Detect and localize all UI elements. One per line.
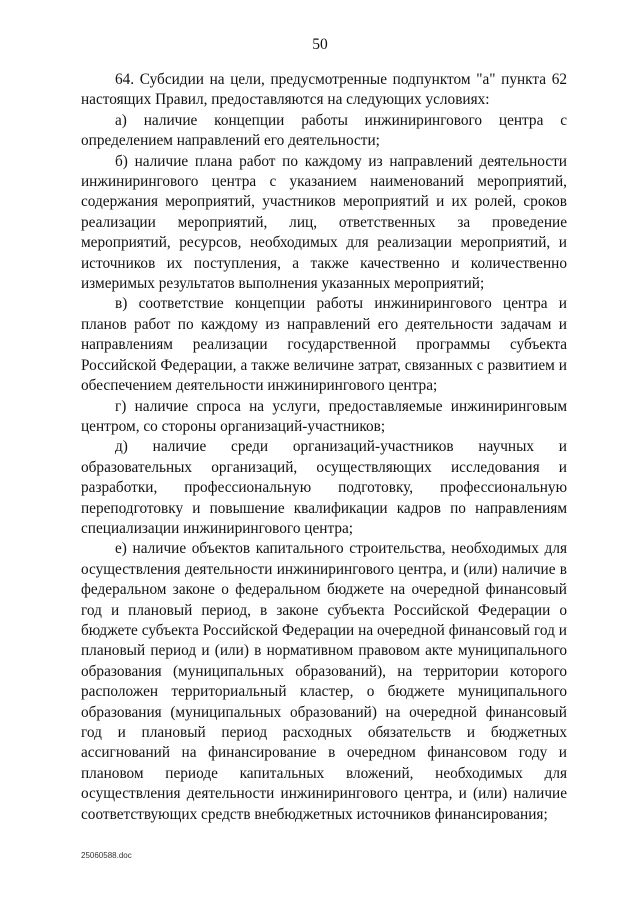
paragraph-item-g: г) наличие спроса на услуги, предоставляемые инжиниринговым центром, со стороны организаций-участников; bbox=[81, 397, 567, 435]
page-number: 50 bbox=[312, 36, 328, 53]
paragraph-item-v: в) соответствие концепции работы инжинирингового центра и планов работ по каждому из направлений его деятельности задачам и направлениям реализации государственной программы субъекта Российской Федерации, а также величине затрат, связанных с развитием и обеспечением деятельности инжинирингового центра; bbox=[81, 295, 567, 395]
paragraph-item-b: б) наличие плана работ по каждому из направлений деятельности инжинирингового центра с указанием наименований мероприятий, содержания мероприятий, участников мероприятий и их ролей, сроков реализации мероприятий, лиц, ответственных за проведение мероприятий, ресурсов, необходимых для реализации мероприятий, и источников их поступления, а также качественно и количественно измеримых результатов выполнения указанных мероприятий; bbox=[81, 152, 567, 293]
paragraph-item-a: а) наличие концепции работы инжинирингового центра с определением направлений его деятельности; bbox=[81, 111, 567, 150]
paragraph-item-e: е) наличие объектов капитального строительства, необходимых для осуществления деятельности инжинирингового центра, и (или) наличие в федеральном законе о федеральном бюджете на очередной финансовый год и плановый период, в законе субъекта Российской Федерации о бюджете субъекта Российской Федерации на очередной финансовый год и плановый период и (или) в нормативном правовом акте муниципального образования (муниципальных образований), на территории которого расположен территориальный кластер, о бюджете муниципального образования (муниципальных образований) на очередной финансовый год и плановый период расходных обязательств и бюджетных ассигнований на финансирование в очередном финансовом году и плановом периоде капитальных вложений, необходимых для осуществления деятельности инжинирингового центра, и (или) наличие соответствующих средств внебюджетных источников финансирования; bbox=[81, 540, 567, 823]
footer-document-code: 25060588.doc bbox=[81, 851, 132, 860]
document-body bbox=[81, 70, 567, 825]
paragraph-item-d: д) наличие среди организаций-участников научных и образовательных организаций, осуществляющих исследования и разработки, профессиональную подготовку, профессиональную переподготовку и повышение квалификации кадров по направлениям специализации инжинирингового центра; bbox=[81, 438, 567, 537]
paragraph-64: 64. Субсидии на цели, предусмотренные подпунктом "а" пункта 62 настоящих Правил, предоставляются на следующих условиях: bbox=[81, 71, 567, 109]
